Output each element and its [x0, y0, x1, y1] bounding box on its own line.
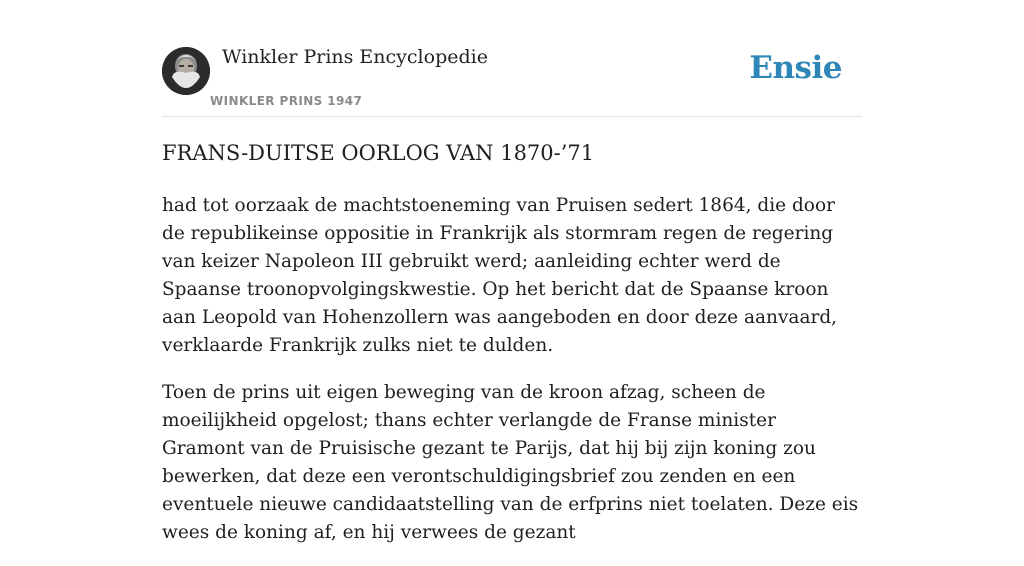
bearded-man-portrait-icon	[162, 47, 210, 95]
ensie-logo[interactable]: Ensie	[749, 50, 842, 86]
avatar[interactable]	[162, 47, 210, 95]
article-title: FRANS-DUITSE OORLOG VAN 1870-’71	[162, 141, 595, 165]
edition-label[interactable]: WINKLER PRINS 1947	[210, 94, 363, 108]
article-paragraph: Toen de prins uit eigen beweging van de kroon afzag, scheen de moeilijkheid opgelost; thans echter verlangde de Franse minister Gramont van de Pruisische gezant te Parijs, dat hij bij zijn koning zou bewerken, dat deze een verontschuldigingsbrief zou zenden en een eventuele nieuwe candidaatstelling van de erfprins niet toelaten. Deze eis wees de koning af, en hij verwees de gezant	[162, 382, 859, 543]
source-header	[162, 0, 862, 117]
page-content	[162, 0, 862, 543]
article-paragraph: had tot oorzaak de machtstoeneming van Pruisen sedert 1864, die door de republikeinse oppositie in Frankrijk als stormram regen de regering van keizer Napoleon III gebruikt werd; aanleiding echter werd de Spaanse troonopvolgingskwestie. Op het bericht dat de Spaanse kroon aan Leopold van Hohenzollern was aangeboden en door deze aanvaard, verklaarde Frankrijk zulks niet te dulden.	[162, 195, 838, 356]
article-body	[162, 192, 862, 566]
source-name[interactable]: Winkler Prins Encyclopedie	[222, 46, 488, 68]
